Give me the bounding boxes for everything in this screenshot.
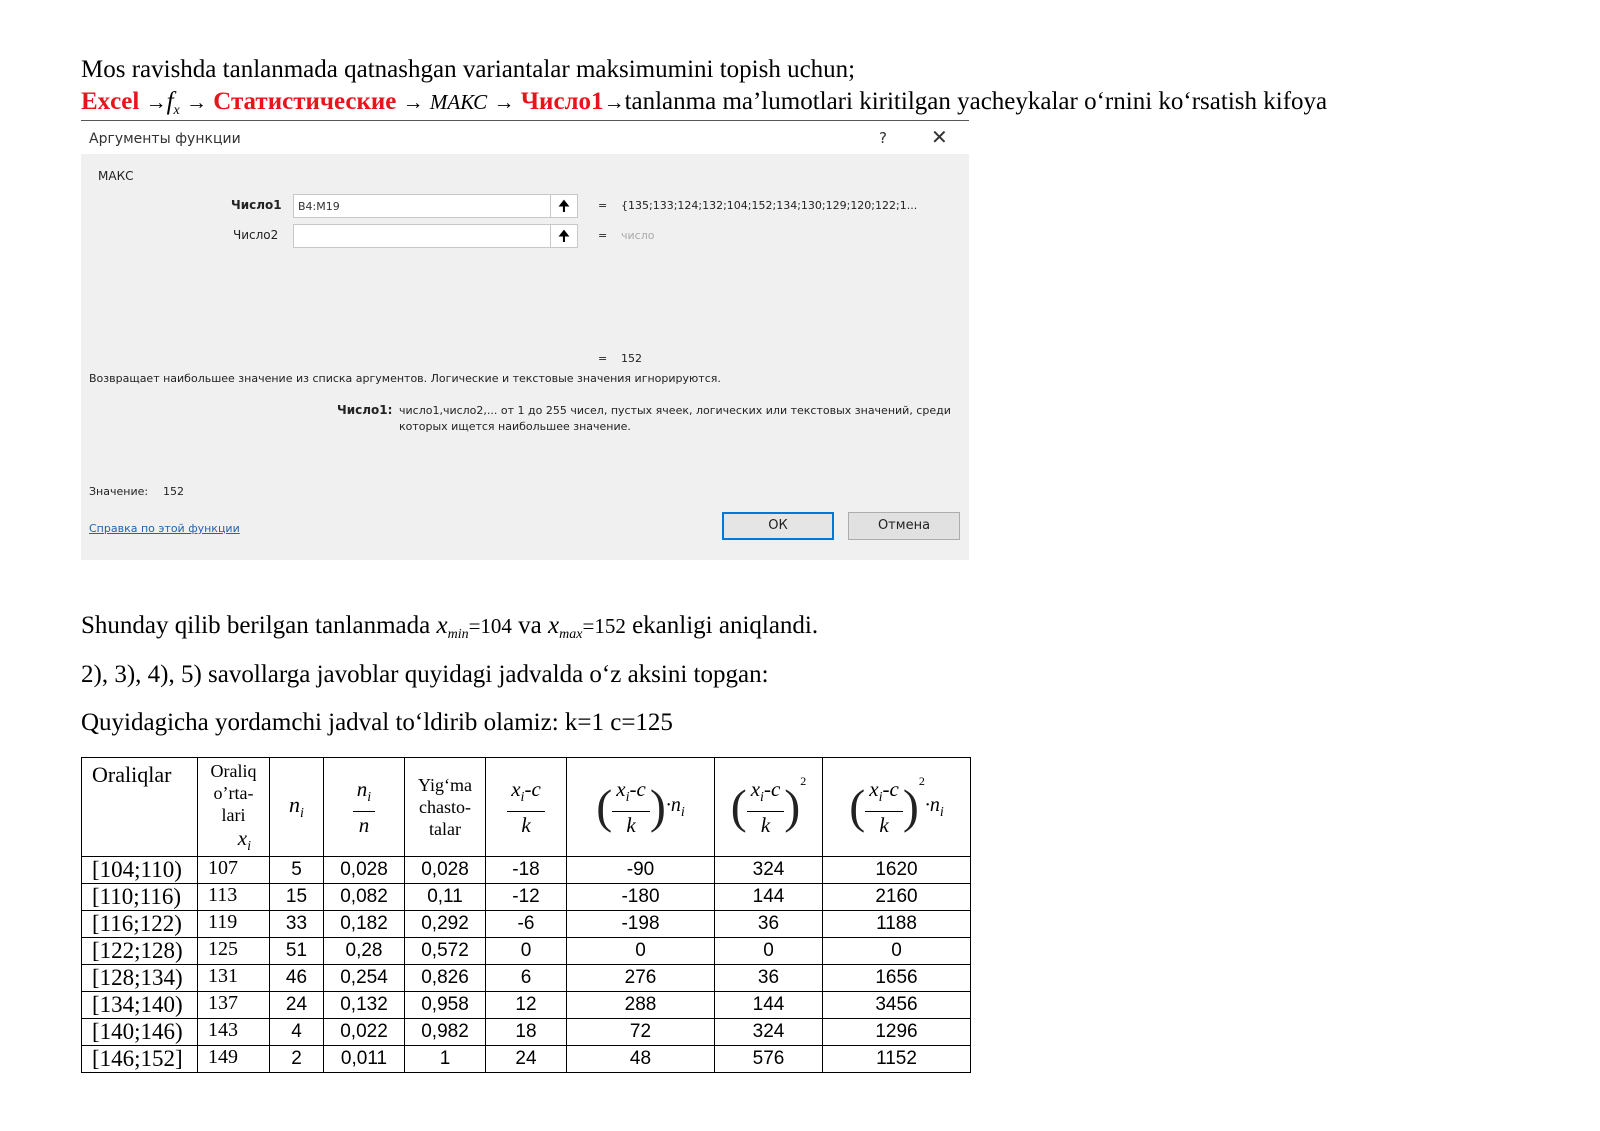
function-name-label: МАКС xyxy=(98,169,134,183)
cell-u-squared-times-n: 1152 xyxy=(823,1046,971,1073)
argument-label: Число1 xyxy=(520,88,604,115)
cell-u-times-n: 72 xyxy=(567,1019,715,1046)
cell-u-times-n: 0 xyxy=(567,938,715,965)
cell-midpoint: 149 xyxy=(198,1046,270,1073)
max-value: 152 xyxy=(594,614,626,638)
cell-u-squared-times-n: 1188 xyxy=(823,911,971,938)
cell-relative-frequency: 0,022 xyxy=(324,1019,405,1046)
cell-frequency: 46 xyxy=(270,965,324,992)
cell-relative-frequency: 0,082 xyxy=(324,884,405,911)
table-row xyxy=(82,965,971,992)
cell-cumulative-frequency: 1 xyxy=(405,1046,486,1073)
cell-midpoint: 131 xyxy=(198,965,270,992)
cell-relative-frequency: 0,254 xyxy=(324,965,405,992)
cell-cumulative-frequency: 0,958 xyxy=(405,992,486,1019)
cell-u-value: -18 xyxy=(486,857,567,884)
min-value: 104 xyxy=(480,614,512,638)
help-link[interactable]: Справка по этой функции xyxy=(89,522,240,535)
excel-label: Excel xyxy=(81,88,140,115)
header-oraliqlar: Oraliqlar xyxy=(82,758,198,857)
table-intro-line: Quyidagicha yordamchi jadval to‘ldirib olamiz: k=1 c=125 xyxy=(81,709,673,736)
cell-u-value: 6 xyxy=(486,965,567,992)
cell-u-squared: 324 xyxy=(715,1019,823,1046)
function-description: Возвращает наибольшее значение из списка аргументов. Логические и текстовые значения игнорируются. xyxy=(89,372,721,385)
ok-button[interactable]: ОК xyxy=(722,512,834,540)
cell-cumulative-frequency: 0,826 xyxy=(405,965,486,992)
cell-u-times-n: -198 xyxy=(567,911,715,938)
close-icon[interactable]: ✕ xyxy=(931,125,948,149)
cell-u-value: 12 xyxy=(486,992,567,1019)
cell-u-times-n: 48 xyxy=(567,1046,715,1073)
cell-u-value: -12 xyxy=(486,884,567,911)
cell-u-value: 24 xyxy=(486,1046,567,1073)
cell-frequency: 4 xyxy=(270,1019,324,1046)
cell-u-squared-times-n: 2160 xyxy=(823,884,971,911)
cell-interval: [110;116) xyxy=(82,884,198,911)
arg1-label: Число1 xyxy=(231,198,282,212)
cell-interval: [134;140) xyxy=(82,992,198,1019)
arg1-equals: = xyxy=(598,199,608,212)
equals: = xyxy=(468,614,481,638)
x-min-symbol: $x_{min}$ xyxy=(436,612,469,642)
cell-interval: [122;128) xyxy=(82,938,198,965)
dialog-title: Аргументы функции xyxy=(89,131,241,147)
cell-frequency: 51 xyxy=(270,938,324,965)
arrow: → xyxy=(186,90,207,114)
result-post: ekanligi aniqlandi. xyxy=(632,612,819,639)
arg-help-label: Число1: xyxy=(337,403,393,417)
arrow: → xyxy=(145,90,167,114)
cell-interval: [128;134) xyxy=(82,965,198,992)
function-arguments-dialog xyxy=(81,122,969,560)
cell-u-squared: 144 xyxy=(715,884,823,911)
cell-cumulative-frequency: 0,028 xyxy=(405,857,486,884)
cell-u-value: 18 xyxy=(486,1019,567,1046)
header-u-squared-times-ni: ( $\frac{x_i-c}{k}$ )$^2\cdot n_i$ xyxy=(823,758,971,857)
cell-u-squared: 324 xyxy=(715,857,823,884)
intro-line-1: Mos ravishda tanlanmada qatnashgan variantalar maksimumini topish uchun; xyxy=(81,56,856,83)
cell-u-squared-times-n: 1620 xyxy=(823,857,971,884)
cell-u-value: -6 xyxy=(486,911,567,938)
arg1-result: {135;133;124;132;104;152;134;130;129;120;122;1... xyxy=(621,199,918,212)
cell-u-squared-times-n: 0 xyxy=(823,938,971,965)
intro-line-2 xyxy=(81,88,1327,119)
cell-midpoint: 125 xyxy=(198,938,270,965)
cell-frequency: 15 xyxy=(270,884,324,911)
cell-frequency: 24 xyxy=(270,992,324,1019)
value-label: Значение: xyxy=(89,485,149,498)
help-icon[interactable]: ? xyxy=(879,129,887,147)
arg-help-line-1: число1,число2,... от 1 до 255 чисел, пустых ячеек, логических или текстовых значений, среди xyxy=(399,404,951,417)
cell-relative-frequency: 0,28 xyxy=(324,938,405,965)
cell-relative-frequency: 0,182 xyxy=(324,911,405,938)
cell-midpoint: 137 xyxy=(198,992,270,1019)
arrow: → xyxy=(402,90,424,114)
function-name: МАКС xyxy=(429,90,488,114)
table-header-row xyxy=(82,758,971,857)
arg1-collapse-icon[interactable]: 🠉 xyxy=(550,194,578,218)
cell-u-times-n: -180 xyxy=(567,884,715,911)
header-u-times-ni: ( $\frac{x_i-c}{k}$ )$\cdot n_i$ xyxy=(567,758,715,857)
equals: = xyxy=(582,614,595,638)
cell-u-squared-times-n: 3456 xyxy=(823,992,971,1019)
cell-u-value: 0 xyxy=(486,938,567,965)
cell-u-squared: 36 xyxy=(715,911,823,938)
arg2-equals: = xyxy=(598,229,608,242)
arrow: → xyxy=(493,90,515,114)
header-yigma: Yig‘ma chasto- talar xyxy=(405,758,486,857)
cell-interval: [104;110) xyxy=(82,857,198,884)
table-row xyxy=(82,857,971,884)
cell-relative-frequency: 0,028 xyxy=(324,857,405,884)
cell-midpoint: 113 xyxy=(198,884,270,911)
result-line xyxy=(81,612,818,643)
cell-cumulative-frequency: 0,292 xyxy=(405,911,486,938)
cell-u-times-n: -90 xyxy=(567,857,715,884)
fx-symbol: $f_x$ xyxy=(166,88,180,118)
divider xyxy=(81,120,969,121)
table-row xyxy=(82,884,971,911)
cell-u-squared: 576 xyxy=(715,1046,823,1073)
frequency-table xyxy=(81,757,971,1073)
header-u-squared: ( $\frac{x_i-c}{k}$ )$^2$ xyxy=(715,758,823,857)
cell-midpoint: 143 xyxy=(198,1019,270,1046)
header-ortalari: Oraliq o’rta- lari $x_i$ xyxy=(198,758,270,857)
table-row xyxy=(82,992,971,1019)
cell-midpoint: 119 xyxy=(198,911,270,938)
cell-midpoint: 107 xyxy=(198,857,270,884)
cell-cumulative-frequency: 0,11 xyxy=(405,884,486,911)
cell-u-squared-times-n: 1296 xyxy=(823,1019,971,1046)
cell-u-squared: 36 xyxy=(715,965,823,992)
cell-relative-frequency: 0,132 xyxy=(324,992,405,1019)
intro-rest: tanlanma ma’lumotlari kiritilgan yacheykalar o‘rnini ko‘rsatish kifoya xyxy=(624,88,1328,115)
arrow: → xyxy=(603,90,625,114)
table-row xyxy=(82,938,971,965)
cell-frequency: 2 xyxy=(270,1046,324,1073)
cell-u-squared-times-n: 1656 xyxy=(823,965,971,992)
arg2-input[interactable] xyxy=(293,224,551,248)
x-max-symbol: $x_{max}$ xyxy=(548,612,583,642)
total-result: 152 xyxy=(621,352,642,365)
header-ni-over-n: $\frac{n_i}{n}$ xyxy=(324,758,405,857)
table-row xyxy=(82,911,971,938)
arg1-input[interactable]: B4:M19 xyxy=(293,194,551,218)
header-ni: $n_i$ xyxy=(270,758,324,857)
cell-u-squared: 144 xyxy=(715,992,823,1019)
arg2-collapse-icon[interactable]: 🠉 xyxy=(550,224,578,248)
cell-interval: [146;152] xyxy=(82,1046,198,1073)
arg2-result: число xyxy=(621,229,655,242)
cell-relative-frequency: 0,011 xyxy=(324,1046,405,1073)
arg-help-line-2: которых ищется наибольшее значение. xyxy=(399,420,631,433)
result-pre: Shunday qilib berilgan tanlanmada xyxy=(81,612,431,639)
category-label: Статистические xyxy=(213,88,397,115)
cancel-button[interactable]: Отмена xyxy=(848,512,960,540)
table-row xyxy=(82,1019,971,1046)
cell-frequency: 5 xyxy=(270,857,324,884)
header-u: $\frac{x_i-c}{k}$ xyxy=(486,758,567,857)
cell-u-squared: 0 xyxy=(715,938,823,965)
arg2-label: Число2 xyxy=(233,228,279,242)
cell-cumulative-frequency: 0,572 xyxy=(405,938,486,965)
cell-u-times-n: 276 xyxy=(567,965,715,992)
va-text: va xyxy=(518,612,542,639)
cell-u-times-n: 288 xyxy=(567,992,715,1019)
cell-cumulative-frequency: 0,982 xyxy=(405,1019,486,1046)
value-text: 152 xyxy=(163,485,184,498)
cell-interval: [140;146) xyxy=(82,1019,198,1046)
cell-frequency: 33 xyxy=(270,911,324,938)
questions-line: 2), 3), 4), 5) savollarga javoblar quyidagi jadvalda o‘z aksini topgan: xyxy=(81,661,769,688)
table-row xyxy=(82,1046,971,1073)
total-equals: = xyxy=(598,352,608,365)
cell-interval: [116;122) xyxy=(82,911,198,938)
